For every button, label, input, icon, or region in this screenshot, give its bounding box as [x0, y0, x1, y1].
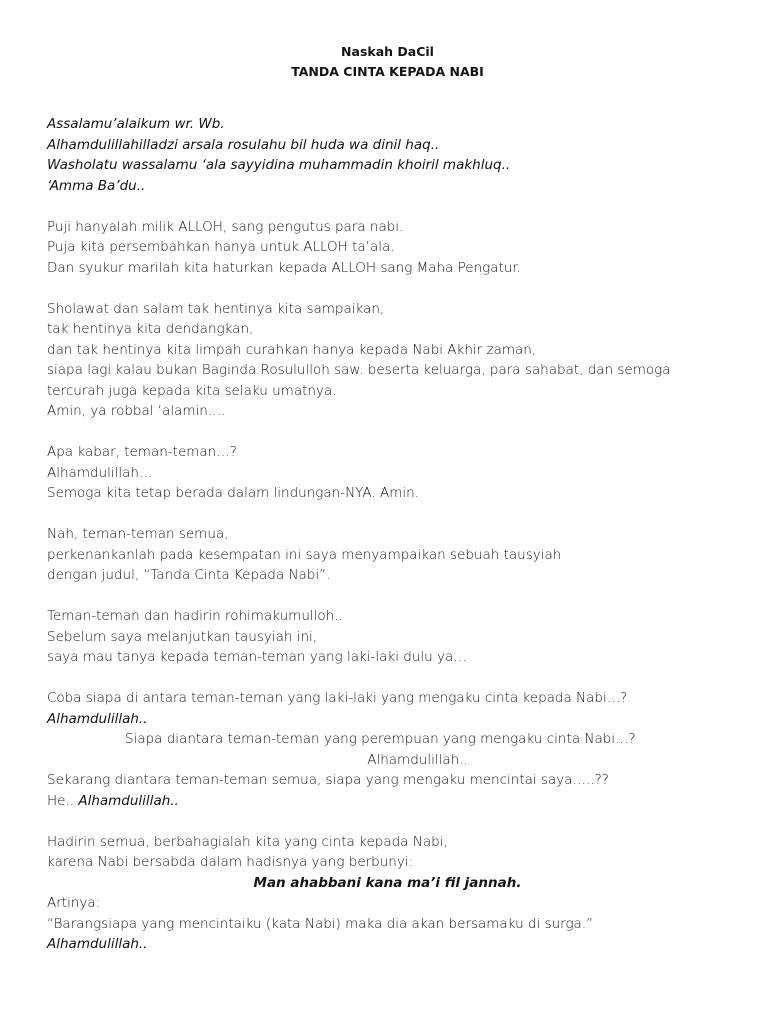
- hadith-closing: Alhamdulillah..: [47, 936, 148, 952]
- intro-paragraph: [47, 524, 728, 586]
- answer-prefix: He..: [47, 792, 75, 809]
- greeting-line: Apa kabar, teman-teman…?: [47, 444, 237, 460]
- hadith-meaning-label: Artinya:: [47, 895, 101, 911]
- answer-text: Alhamdulillah..: [78, 792, 179, 809]
- question-line: Coba siapa di antara teman-teman yang laki-laki yang mengaku cinta kepada Nabi…?: [47, 690, 628, 706]
- questions-paragraph: [47, 688, 728, 811]
- praise-line: Puja kita persembahkan hanya untuk ALLOH ta’ala.: [47, 239, 395, 255]
- hadith-meaning: “Barangsiapa yang mencintaiku (kata Nabi) maka dia akan bersamaku di surga.”: [47, 915, 594, 932]
- document-body: [47, 114, 728, 955]
- audience-line: saya mau tanya kepada teman-teman yang laki-laki dulu ya…: [47, 649, 467, 665]
- intro-line: Nah, teman-teman semua,: [47, 526, 229, 542]
- sholawat-line: Amin, ya robbal ‘alamin….: [47, 403, 226, 419]
- sholawat-line: siapa lagi kalau bukan Baginda Rosululloh saw. beserta keluarga, para sahabat, dan semoga: [47, 362, 671, 378]
- question-line: Sekarang diantara teman-teman semua, siapa yang mengaku mencintai saya…..??: [47, 772, 609, 788]
- answer-line: [47, 791, 728, 812]
- opening-line: Assalamu’alaikum wr. Wb.: [47, 116, 225, 132]
- hadith-paragraph: [47, 832, 728, 955]
- praise-line: Puji hanyalah milik ALLOH, sang pengutus para nabi.: [47, 218, 404, 235]
- question-line: Siapa diantara teman-teman yang perempuan yang mengaku cinta Nabi…?: [125, 731, 636, 747]
- audience-line: Sebelum saya melanjutkan tausyiah ini,: [47, 628, 318, 645]
- sholawat-paragraph: [47, 299, 728, 422]
- hadith-line: karena Nabi bersabda dalam hadisnya yang berbunyi:: [47, 854, 414, 870]
- opening-line: ‘Amma Ba’du..: [47, 177, 146, 194]
- greeting-line: Semoga kita tetap berada dalam lindungan-NYA. Amin.: [47, 485, 419, 501]
- sholawat-line: tak hentinya kita dendangkan,: [47, 321, 254, 337]
- document-title: Naskah DaCil: [341, 44, 434, 59]
- intro-line: perkenankanlah pada kesempatan ini saya menyampaikan sebuah tausyiah: [47, 546, 562, 563]
- opening-paragraph: [47, 114, 728, 196]
- answer-line: Alhamdulillah..: [367, 751, 468, 768]
- greeting-line: Alhamdulillah…: [47, 464, 153, 481]
- audience-paragraph: [47, 606, 728, 668]
- hadith-line: Hadirin semua, berbahagialah kita yang cinta kepada Nabi,: [47, 833, 448, 850]
- opening-line: Washolatu wassalamu ‘ala sayyidina muhammadin khoiril makhluq..: [47, 157, 511, 173]
- greeting-paragraph: [47, 442, 728, 504]
- intro-line: dengan judul, “Tanda Cinta Kepada Nabi”.: [47, 567, 331, 583]
- answer-line: Alhamdulillah..: [47, 710, 148, 727]
- hadith-arabic: Man ahabbani kana ma’i fil jannah.: [253, 874, 522, 891]
- document-header: [47, 42, 728, 82]
- praise-line: Dan syukur marilah kita haturkan kepada ALLOH sang Maha Pengatur.: [47, 259, 521, 276]
- audience-line: Teman-teman dan hadirin rohimakumulloh..: [47, 608, 343, 624]
- praise-paragraph: [47, 217, 728, 279]
- document-subtitle: TANDA CINTA KEPADA NABI: [291, 64, 484, 79]
- sholawat-line: tercurah juga kepada kita selaku umatnya.: [47, 382, 337, 399]
- sholawat-line: Sholawat dan salam tak hentinya kita sampaikan,: [47, 300, 385, 317]
- opening-line: Alhamdulillahilladzi arsala rosulahu bil huda wa dinil haq..: [47, 136, 440, 153]
- sholawat-line: dan tak hentinya kita limpah curahkan hanya kepada Nabi Akhir zaman,: [47, 341, 537, 358]
